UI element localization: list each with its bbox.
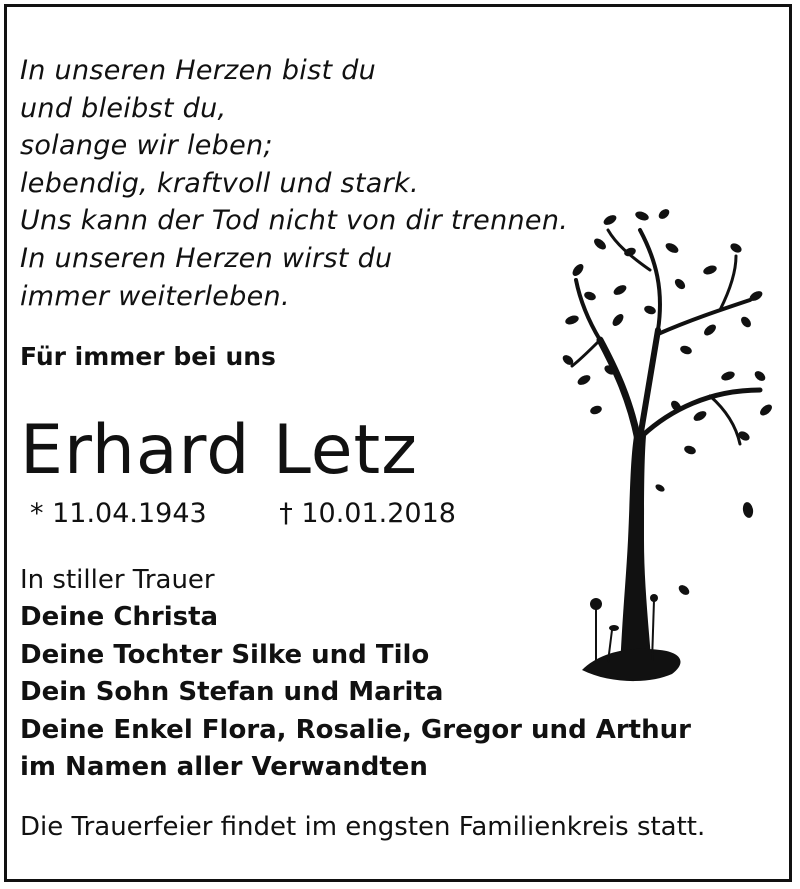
poem-line: lebendig, kraftvoll und stark. — [20, 167, 419, 199]
ceremony-note: Die Trauerfeier findet im engsten Familienkreis statt. — [20, 812, 706, 842]
mourner-line: im Namen aller Verwandten — [20, 752, 428, 783]
poem-line: immer weiterleben. — [20, 280, 290, 312]
poem — [20, 52, 580, 315]
mourner-line: Deine Enkel Flora, Rosalie, Gregor und Arthur — [20, 714, 691, 745]
poem-line: solange wir leben; — [20, 130, 273, 162]
mourning-intro: In stiller Trauer — [20, 565, 215, 595]
death-date: † 10.01.2018 — [279, 498, 456, 529]
mourner-line: Dein Sohn Stefan und Marita — [20, 677, 444, 708]
poem-line: In unseren Herzen wirst du — [20, 242, 393, 274]
deceased-name: Erhard Letz — [20, 411, 418, 490]
mourner-line: Deine Christa — [20, 602, 219, 632]
poem-line: In unseren Herzen bist du — [20, 55, 377, 86]
poem-line: und bleibst du, — [20, 92, 227, 124]
mourner-line: Deine Tochter Silke und Tilo — [20, 639, 430, 670]
birth-date: * 11.04.1943 — [30, 498, 207, 529]
forever-heading: Für immer bei uns — [20, 342, 276, 371]
poem-line: Uns kann der Tod nicht von dir trennen. — [20, 205, 569, 237]
life-dates — [30, 498, 456, 529]
tree-illustration — [560, 200, 780, 690]
